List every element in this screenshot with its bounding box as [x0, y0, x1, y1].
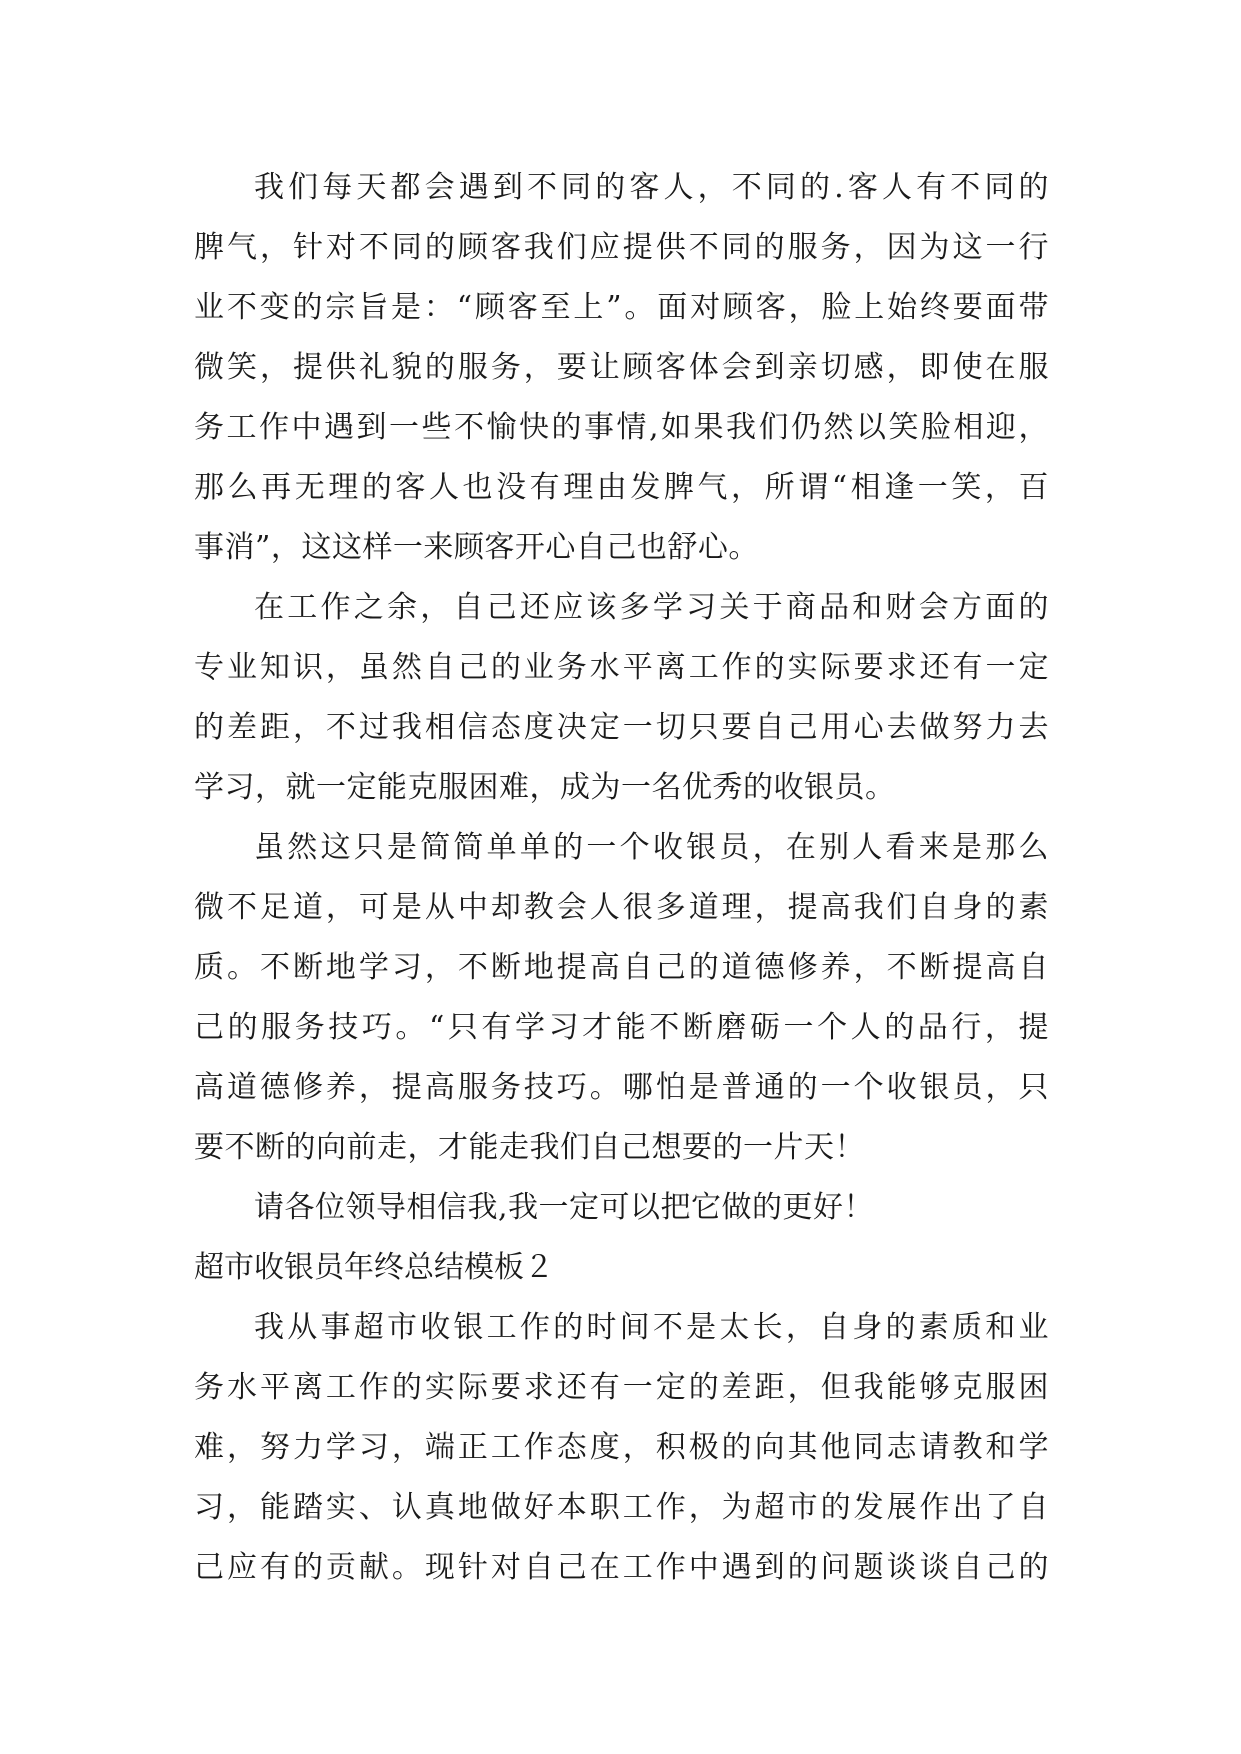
- paragraph-3: [194, 818, 1049, 1178]
- paragraph-line: 己应有的贡献。现针对自己在工作中遇到的问题谈谈自己的: [194, 1550, 1049, 1585]
- paragraph-line: 务水平离工作的实际要求还有一定的差距，但我能够克服困: [194, 1370, 1049, 1405]
- paragraph-line: 我们每天都会遇到不同的客人，不同的.客人有不同的: [254, 170, 1049, 205]
- section-heading: 超市收银员年终总结模板２: [194, 1250, 554, 1285]
- paragraph-line: 习，能踏实、认真地做好本职工作，为超市的发展作出了自: [194, 1490, 1049, 1525]
- paragraph-line: 务工作中遇到一些不愉快的事情,如果我们仍然以笑脸相迎，: [194, 410, 1049, 445]
- paragraph-line: 那么再无理的客人也没有理由发脾气，所谓“相逢一笑，百: [194, 470, 1049, 505]
- paragraph-line: 高道德修养，提高服务技巧。哪怕是普通的一个收银员，只: [194, 1070, 1049, 1105]
- paragraph-line: 在工作之余，自己还应该多学习关于商品和财会方面的: [254, 590, 1049, 625]
- paragraph-line: 己的服务技巧。“只有学习才能不断磨砺一个人的品行，提: [194, 1010, 1049, 1045]
- paragraph-line: 的差距，不过我相信态度决定一切只要自己用心去做努力去: [194, 710, 1049, 745]
- paragraph-2: [194, 578, 1049, 818]
- paragraph-1: [194, 158, 1049, 578]
- paragraph-line: 质。不断地学习，不断地提高自己的道德修养，不断提高自: [194, 950, 1049, 985]
- paragraph-line: 请各位领导相信我,我一定可以把它做的更好！: [254, 1190, 875, 1225]
- paragraph-line: 难，努力学习，端正工作态度，积极的向其他同志请教和学: [194, 1430, 1049, 1465]
- paragraph-line: 要不断的向前走，才能走我们自己想要的一片天！: [194, 1130, 865, 1165]
- paragraph-line: 专业知识，虽然自己的业务水平离工作的实际要求还有一定: [194, 650, 1049, 685]
- paragraph-line: 业不变的宗旨是：“顾客至上”。面对顾客，脸上始终要面带: [194, 290, 1049, 325]
- paragraph-line: 事消”，这这样一来顾客开心自己也舒心。: [194, 530, 759, 565]
- paragraph-line: 虽然这只是简简单单的一个收银员，在别人看来是那么: [254, 830, 1049, 865]
- document-body: [194, 158, 1049, 1598]
- paragraph-line: 学习，就一定能克服困难，成为一名优秀的收银员。: [194, 770, 896, 805]
- paragraph-line: 脾气，针对不同的顾客我们应提供不同的服务，因为这一行: [194, 230, 1049, 265]
- paragraph-line: 微不足道，可是从中却教会人很多道理，提高我们自身的素: [194, 890, 1049, 925]
- paragraph-line: 微笑，提供礼貌的服务，要让顾客体会到亲切感，即使在服: [194, 350, 1049, 385]
- paragraph-5: [194, 1298, 1049, 1598]
- paragraph-line: 我从事超市收银工作的时间不是太长，自身的素质和业: [254, 1310, 1049, 1345]
- paragraph-4: [194, 1178, 1049, 1238]
